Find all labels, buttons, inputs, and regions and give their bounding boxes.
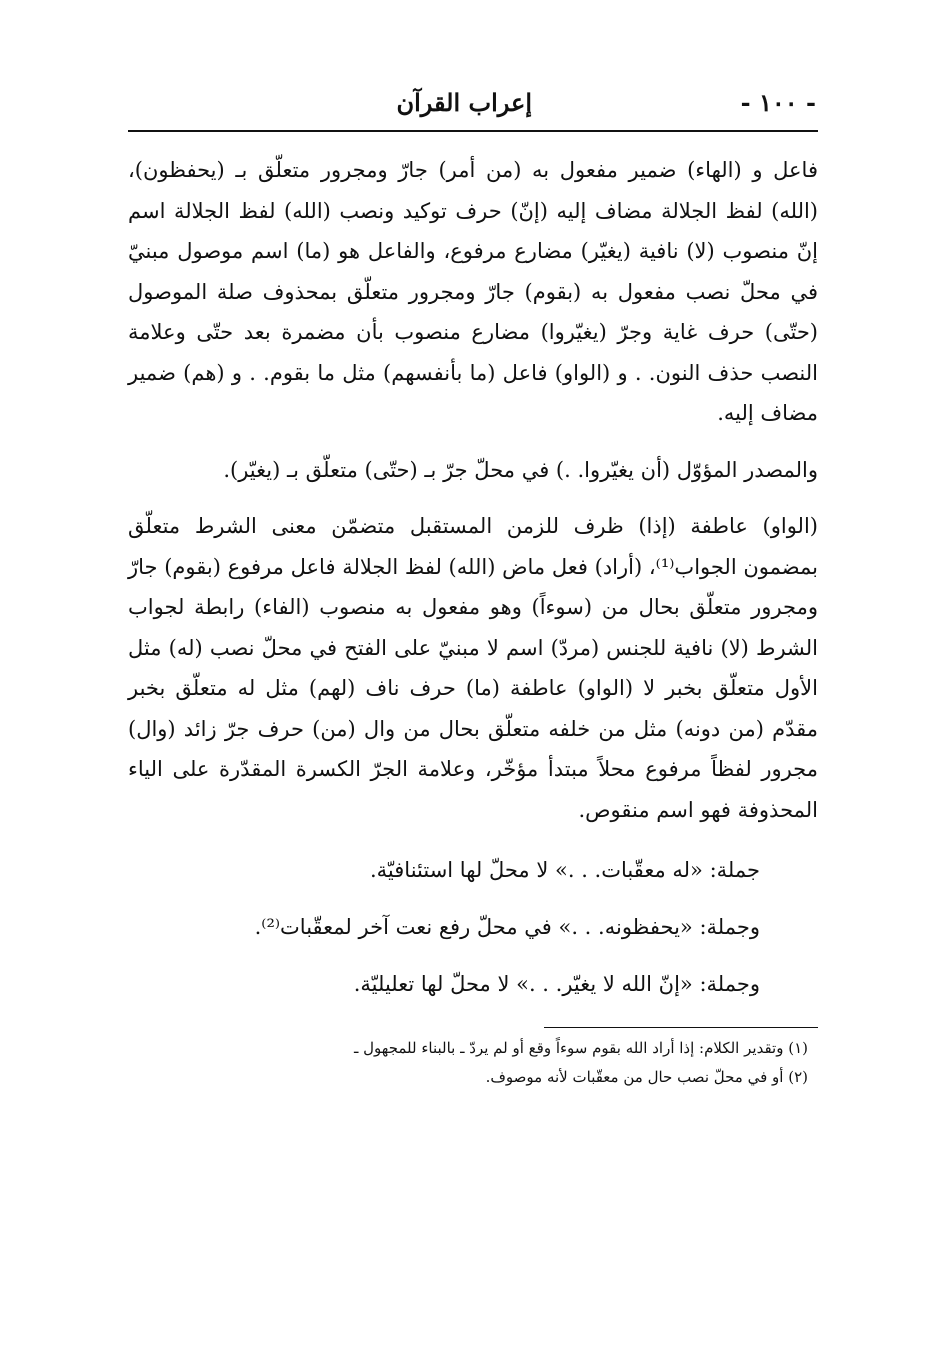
- clause-line: وجملة: «إنّ الله لا يغيّر. . .» لا محلّ لها تعليليّة.: [353, 972, 760, 996]
- footnotes: [128, 1034, 818, 1092]
- clause-line: جملة: «له معقّبات. . .» لا محلّ لها استئنافيّة.: [369, 858, 760, 882]
- page-header: [128, 84, 818, 132]
- footnote-divider: [544, 1027, 818, 1028]
- paragraph-conditional-analysis: (الواو) عاطفة (إذا) ظرف للزمن المستقبل متضمّن معنى الشرط متعلّق بمضمون الجواب⁽¹⁾، (أراد) فعل ماض (الله) لفظ الجلالة فاعل مرفوع (بقوم) جارّ ومجرور متعلّق بحال من (سوءاً) وهو مفعول به منصوب (الفاء) رابطة لجواب الشرط (لا) نافية للجنس (مردّ) اسم لا مبنيّ على الفتح في محلّ نصب (له) مثل الأول متعلّق بخبر لا (الواو) عاطفة (ما) حرف ناف (لهم) مثل له متعلّق بخبر مقدّم (من دونه) مثل من خلفه متعلّق بحال من وال (من) حرف جرّ زائد (وال) مجرور لفظاً مرفوع محلاً مبتدأ مؤخّر، وعلامة الجرّ الكسرة المقدّرة على الياء المحذوفة فهو اسم منقوص.: [128, 514, 818, 822]
- footnote-item: (٢) أو في محلّ نصب حال من معقّبات لأنه موصوف.: [485, 1068, 808, 1086]
- book-page: [128, 84, 818, 1234]
- paragraph-infinitive-note: والمصدر المؤوّل (أن يغيّروا. .) في محلّ جرّ بـ (حتّى) متعلّق بـ (يغيّر).: [223, 457, 818, 482]
- book-title: إعراب القرآن: [396, 88, 532, 117]
- page-body: [128, 150, 818, 1092]
- clause-line: وجملة: «يحفظونه. . .» في محلّ رفع نعت آخر لمعقّبات⁽²⁾.: [254, 915, 760, 939]
- clause-list: [128, 842, 818, 1013]
- paragraph-grammar-analysis: فاعل و (الهاء) ضمير مفعول به (من أمر) جارّ ومجرور متعلّق بـ (يحفظون)، (الله) لفظ الجلالة مضاف إليه (إنّ) حرف توكيد ونصب (الله) لفظ الجلالة اسم إنّ منصوب (لا) نافية (يغيّر) مضارع مرفوع، والفاعل هو (ما) اسم موصول مبنيّ في محلّ نصب مفعول به (بقوم) جارّ ومجرور متعلّق بمحذوف صلة الموصول (حتّى) حرف غاية وجرّ (يغيّروا) مضارع منصوب بأن مضمرة بعد حتّى وعلامة النصب حذف النون. . و (الواو) فاعل (ما بأنفسهم) مثل ما بقوم. . و (هم) ضمير مضاف إليه.: [128, 158, 818, 425]
- page-number: - ١٠٠ -: [740, 88, 816, 117]
- footnote-item: (١) وتقدير الكلام: إذا أراد الله بقوم سوءاً وقع أو لم يردّ ـ بالبناء للمجهول ـ: [353, 1039, 808, 1057]
